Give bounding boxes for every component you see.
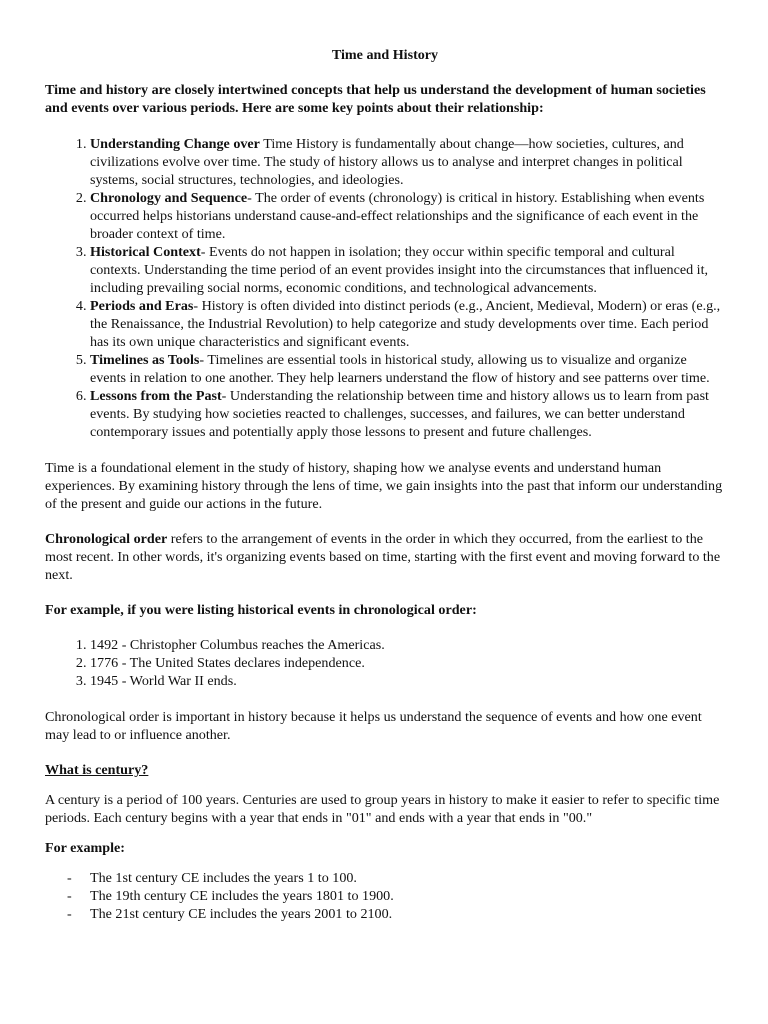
key-point-item <box>90 189 725 243</box>
key-point-item <box>90 135 725 189</box>
importance-paragraph: Chronological order is important in history because it helps us understand the sequence of events and how one event may lead to or influence another. <box>45 709 702 743</box>
dash-marker: - <box>67 906 72 922</box>
century-heading: What is century? <box>45 762 149 778</box>
century-example-heading: For example: <box>45 840 125 856</box>
document-page <box>45 45 725 923</box>
key-point-text: - Timelines are essential tools in historical study, allowing us to visualize and organize events in relation to one another. They help learners understand the flow of history and see patterns over time. <box>90 352 710 386</box>
chronological-term: Chronological order <box>45 531 168 547</box>
document-title: Time and History <box>331 47 439 63</box>
key-point-heading: Lessons from the Past <box>90 388 222 404</box>
example-item: 1. 1492 - Christopher Columbus reaches the Americas. <box>90 636 725 654</box>
key-point-text: - History is often divided into distinct periods (e.g., Ancient, Medieval, Modern) or eras (e.g., the Renaissance, the Industrial Revolution) to help categorize and study developments over time. Each period has its own unique characteristics and significant events. <box>90 298 721 350</box>
century-paragraph: A century is a period of 100 years. Centuries are used to group years in history to make it easier to refer to specific time periods. Each century begins with a year that ends in "01" and ends with a year that ends in "00." <box>45 792 720 826</box>
key-point-item <box>90 243 725 297</box>
key-point-text: - Events do not happen in isolation; they occur within specific temporal and cultural contexts. Understanding the time period of an event provides insight into the circumstances that influenced it, including prevailing social norms, economic conditions, and technological advancements. <box>90 244 709 296</box>
time-paragraph: Time is a foundational element in the study of history, shaping how we analyse events and understand human experiences. By examining history through the lens of time, we gain insights into the past that inform our understanding of the present and guide our actions in the future. <box>45 460 723 512</box>
century-examples-list <box>45 869 725 923</box>
intro-paragraph: Time and history are closely intertwined concepts that help us understand the development of human societies and events over various periods. Here are some key points about their relationship: <box>45 82 706 116</box>
key-point-item <box>90 297 725 351</box>
key-point-heading: Timelines as Tools <box>90 352 200 368</box>
dash-marker: - <box>67 888 72 904</box>
key-points-list <box>45 135 725 441</box>
example-item: 2. 1776 - The United States declares independence. <box>90 654 725 672</box>
key-point-heading: Historical Context <box>90 244 201 260</box>
dash-marker: - <box>67 870 72 886</box>
key-point-heading: Periods and Eras <box>90 298 194 314</box>
examples-list <box>45 636 725 690</box>
century-example-text: The 21st century CE includes the years 2001 to 2100. <box>90 906 393 922</box>
chronological-paragraph <box>45 530 725 584</box>
example-item: 3. 1945 - World War II ends. <box>90 672 725 690</box>
key-point-heading: Chronology and Sequence <box>90 190 248 206</box>
chronological-text: refers to the arrangement of events in the order in which they occurred, from the earliest to the most recent. In other words, it's organizing events based on time, starting with the first event and moving forward to the next. <box>45 531 721 583</box>
century-example-item <box>45 887 725 905</box>
century-example-text: The 1st century CE includes the years 1 to 100. <box>90 870 357 886</box>
century-example-text: The 19th century CE includes the years 1801 to 1900. <box>90 888 394 904</box>
key-point-text: - The order of events (chronology) is critical in history. Establishing when events occurred helps historians understand cause-and-effect relationships and the significance of each event in the broader context of time. <box>90 190 705 242</box>
example-heading: For example, if you were listing historical events in chronological order: <box>45 602 477 618</box>
key-point-item <box>90 387 725 441</box>
key-point-item <box>90 351 725 387</box>
key-point-heading: Understanding Change over <box>90 136 260 152</box>
century-example-item <box>45 869 725 887</box>
century-example-item <box>45 905 725 923</box>
key-point-text: - Understanding the relationship between time and history allows us to learn from past events. By studying how societies reacted to challenges, successes, and failures, we can better understand contemporary issues and potentially apply those lessons to present and future challenges. <box>90 388 709 440</box>
key-point-text: Time History is fundamentally about change—how societies, cultures, and civilizations evolve over time. The study of history allows us to analyse and interpret changes in political systems, social structures, technologies, and ideologies. <box>90 136 684 188</box>
